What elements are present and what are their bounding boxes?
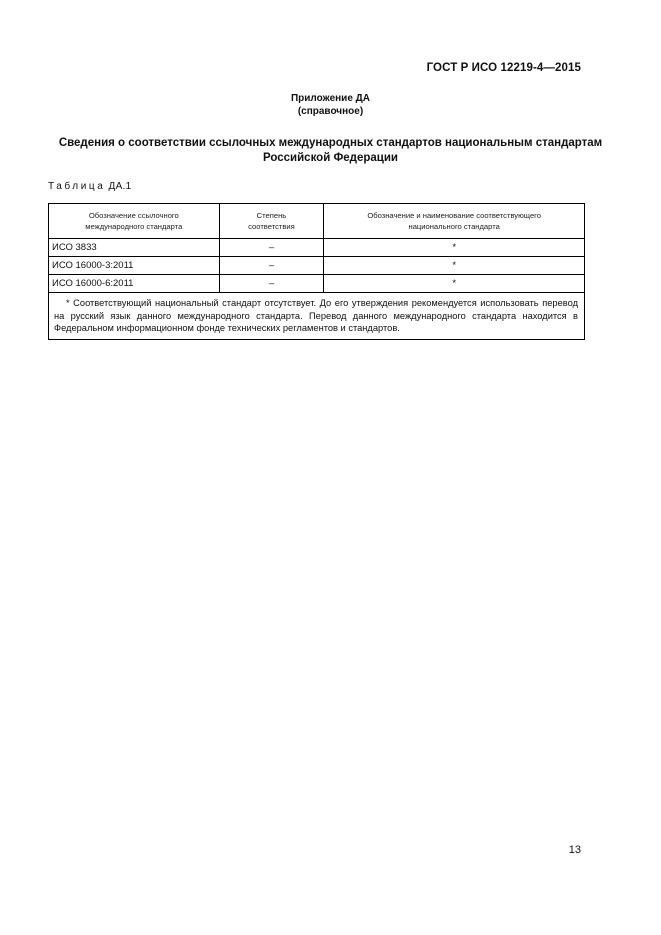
table-cell: – [219,275,324,293]
table-label [48,181,132,192]
column-header-text: Обозначение ссылочного международного стандарта [85,211,183,231]
table-footnote-row [49,293,585,340]
table-cell: ИСО 3833 [49,239,220,257]
table-cell: – [219,239,324,257]
table-cell: ИСО 16000-3:2011 [49,257,220,275]
table-cell: * [324,257,585,275]
table-cell: ИСО 16000-6:2011 [49,275,220,293]
footnote-text: * Соответствующий национальный стандарт отсутствует. До его утверждения рекомендуется использовать перевод на русский язык данного международного стандарта. Перевод данного международного стандарта находится в Федеральном информационном фонде технических регламентов и стандартов. [54,298,578,333]
table-row [49,239,585,257]
annex-heading [0,92,661,118]
table-row [49,257,585,275]
column-header-text: Обозначение и наименование соответствующего национального стандарта [367,211,542,231]
annex-subtitle: (справочное) [297,106,364,117]
table-cell: * [324,275,585,293]
annex-title: Приложение ДА [290,93,371,104]
table-cell: – [219,257,324,275]
document-header-code: ГОСТ Р ИСО 12219-4—2015 [426,62,581,74]
column-header-text: Степень соответствия [248,211,295,231]
table-cell: * [324,239,585,257]
table-footnote [49,293,585,340]
page-number: 13 [568,844,581,856]
section-title: Сведения о соответствии ссылочных международных стандартов национальным стандартам Российской Федерации [58,137,603,164]
column-header-national-standard [324,204,585,239]
table-label-id: ДА.1 [108,181,132,192]
table-label-word: Таблица [48,181,106,192]
table-row [49,275,585,293]
column-header-international-standard [49,204,220,239]
column-header-degree [219,204,324,239]
table-header-row [49,204,585,239]
correspondence-table [48,203,585,340]
